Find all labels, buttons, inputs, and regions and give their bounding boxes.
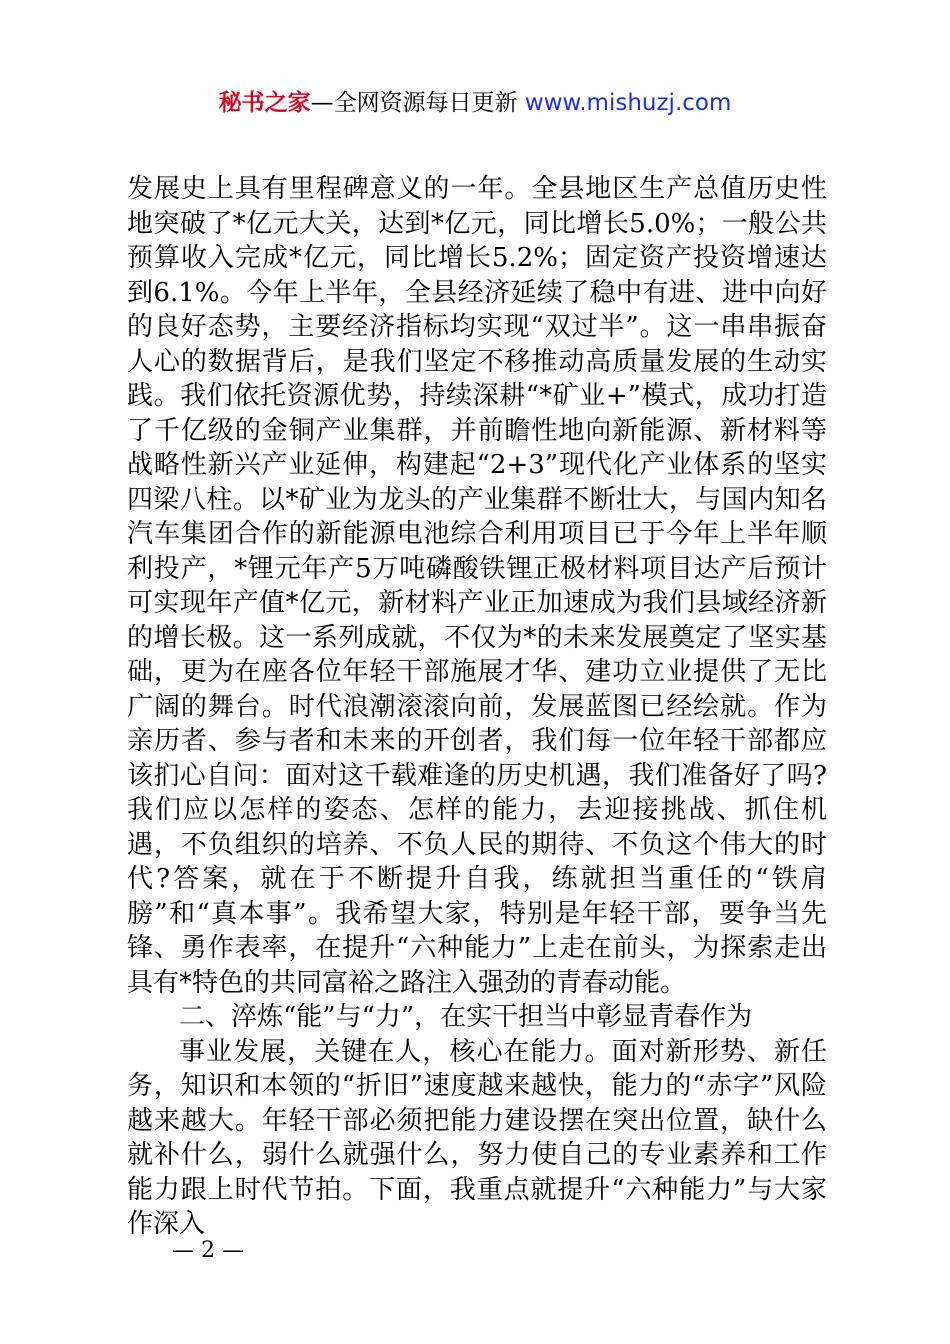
document-body [127, 172, 827, 1242]
site-header [0, 86, 950, 120]
header-tagline: —全网资源每日更新 [310, 90, 525, 116]
page-number: — 2 — [172, 1238, 244, 1263]
site-url-link[interactable]: www.mishuzj.com [524, 90, 732, 116]
brand-name: 秘书之家 [218, 90, 311, 116]
section-heading: 二、淬炼“能”与“力”，在实干担当中彰显青春作为 [179, 1002, 753, 1032]
body-paragraph: 事业发展，关键在人，核心在能力。面对新形势、新任务，知识和本领的“折旧”速度越来越快，能力的“赤字”风险越来越大。年轻干部必须把能力建设摆在突出位置，缺什么就补什么，弱什么就强什么，努力使自己的专业素养和工作能力跟上时代节拍。下面，我重点就提升“六种能力”与大家作深入 [127, 1036, 827, 1239]
body-paragraph: 发展史上具有里程碑意义的一年。全县地区生产总值历史性地突破了*亿元大关，达到*亿元，同比增长5.0%；一般公共预算收入完成*亿元，同比增长5.2%；固定资产投资增速达到6.1%。今年上半年，全县经济延续了稳中有进、进中向好的良好态势，主要经济指标均实现“双过半”。这一串串振奋人心的数据背后，是我们坚定不移推动高质量发展的生动实践。我们依托资源优势，持续深耕“*矿业+”模式，成功打造了千亿级的金铜产业集群，并前瞻性地向新能源、新材料等战略性新兴产业延伸，构建起“2+3”现代化产业体系的坚实四梁八柱。以*矿业为龙头的产业集群不断壮大，与国内知名汽车集团合作的新能源电池综合利用项目已于今年上半年顺利投产，*锂元年产5万吨磷酸铁锂正极材料项目达产后预计可实现年产值*亿元，新材料产业正加速成为我们县域经济新的增长极。这一系列成就，不仅为*的未来发展奠定了坚实基础，更为在座各位年轻干部施展才华、建功立业提供了无比广阔的舞台。时代浪潮滚滚向前，发展蓝图已经绘就。作为亲历者、参与者和未来的开创者，我们每一位年轻干部都应该扪心自问：面对这千载难逢的历史机遇，我们准备好了吗?我们应以怎样的姿态、怎样的能力，去迎接挑战、抓住机遇，不负组织的培养、不负人民的期待、不负这个伟大的时代?答案，就在于不断提升自我，练就担当重任的“铁肩膀”和“真本事”。我希望大家，特别是年轻干部，要争当先锋、勇作表率，在提升“六种能力”上走在前头，为探索走出具有*特色的共同富裕之路注入强劲的青春动能。 [127, 174, 827, 998]
